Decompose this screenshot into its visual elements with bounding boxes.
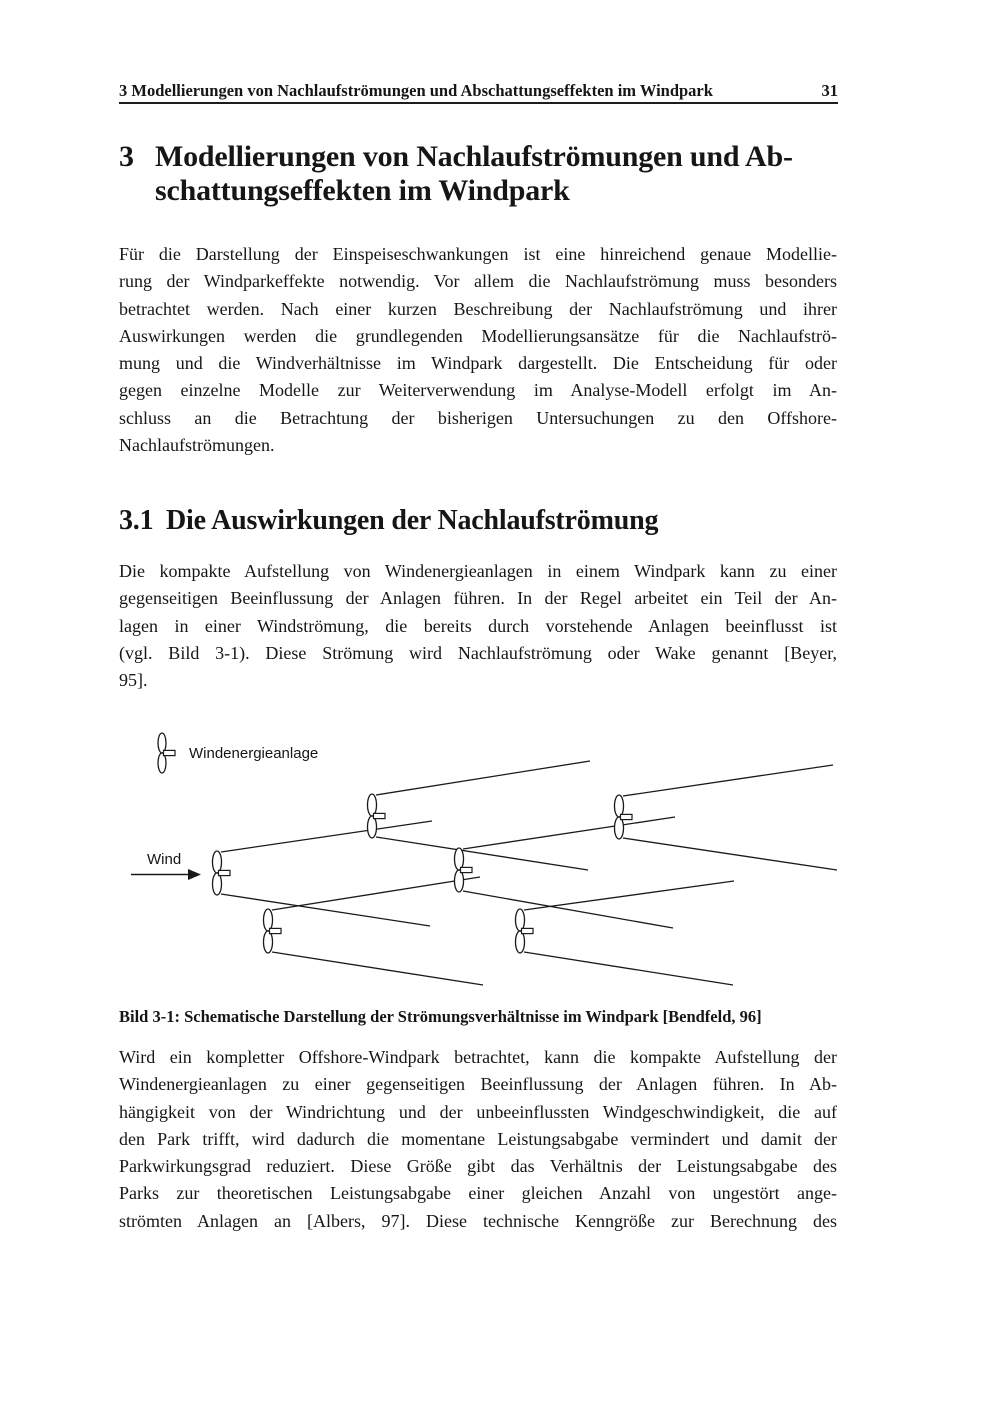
section-number: 3.1	[119, 505, 154, 536]
text-line: strömten Anlagen an [Albers, 97]. Diese technische Kenngröße zur Berechnung des	[119, 1210, 837, 1231]
turbine-rotor-blade	[368, 816, 377, 838]
turbine-hub	[164, 750, 176, 755]
turbine-rotor-blade	[264, 909, 273, 931]
turbine-rotor-blade	[213, 851, 222, 873]
wake-line	[524, 952, 733, 985]
wake-line	[623, 838, 837, 870]
wake-line	[221, 821, 432, 852]
turbine-rotor-blade	[615, 795, 624, 817]
chapter-number: 3	[119, 140, 134, 173]
wake-line	[272, 877, 480, 910]
paragraph-3	[119, 1044, 837, 1235]
wake-line	[463, 891, 673, 928]
text-line: Wird ein kompletter Offshore-Windpark betrachtet, kann die kompakte Aufstellung der	[119, 1047, 837, 1067]
turbine-rotor-blade	[516, 931, 525, 953]
running-header	[119, 81, 838, 100]
chapter-title-line2: schattungseffekten im Windpark	[155, 174, 570, 207]
chapter-heading	[119, 140, 838, 208]
text-line: Parks zur theoretischen Leistungsabgabe einer gleichen Anzahl von ungestört ange-	[119, 1183, 837, 1204]
chapter-title	[155, 140, 793, 208]
text-line: 95].	[119, 670, 148, 691]
turbine-hub	[374, 813, 386, 818]
header-rule	[119, 102, 838, 104]
turbine-rotor-blade	[158, 733, 166, 753]
text-line: Die kompakte Aufstellung von Windenergieanlagen in einem Windpark kann zu einer	[119, 561, 837, 581]
text-line: gegenseitigen Beeinflussung der Anlagen führen. In der Regel arbeitet ein Teil der An-	[119, 588, 837, 609]
wake-line	[221, 894, 430, 926]
section-heading	[119, 504, 838, 538]
page-number: 31	[821, 81, 838, 100]
turbine-rotor-blade	[455, 870, 464, 892]
text-line: hängigkeit von der Windrichtung und der unbeeinflussten Windgeschwindigkeit, die auf	[119, 1101, 837, 1122]
text-line: Parkwirkungsgrad reduziert. Diese Größe gibt das Verhältnis der Leistungsabgabe des	[119, 1156, 837, 1177]
figure-caption: Bild 3-1: Schematische Darstellung der Strömungsverhältnisse im Windpark [Bendfeld, 96]	[119, 1007, 762, 1026]
turbine-hub	[270, 928, 282, 933]
text-line: (vgl. Bild 3-1). Diese Strömung wird Nachlaufströmung oder Wake genannt [Beyer,	[119, 642, 837, 663]
text-line: Windenergieanlagen zu einer gegenseitigen Beeinflussung der Anlagen führen. In Ab-	[119, 1074, 837, 1095]
text-line: mung und die Windverhältnisse im Windpark dargestellt. Die Entscheidung für oder	[119, 353, 837, 374]
section-title: Die Auswirkungen der Nachlaufströmung	[166, 505, 659, 536]
turbine-rotor-blade	[264, 931, 273, 953]
text-line: Auswirkungen werden die grundlegenden Modellierungsansätze für die Nachlaufströ-	[119, 325, 837, 346]
wake-line	[272, 952, 483, 985]
text-line: rung der Windparkeffekte notwendig. Vor allem die Nachlaufströmung muss besonders	[119, 271, 837, 292]
text-line: Für die Darstellung der Einspeiseschwankungen ist eine hinreichend genaue Modellie-	[119, 244, 837, 264]
wake-line	[463, 817, 675, 849]
running-header-title: 3 Modellierungen von Nachlaufströmungen und Abschattungseffekten im Windpark	[119, 81, 713, 100]
turbine-rotor-blade	[368, 794, 377, 816]
text-line: gegen einzelne Modelle zur Weiterverwendung im Analyse-Modell erfolgt im An-	[119, 380, 837, 401]
wake-line	[623, 765, 833, 796]
text-line: den Park trifft, wird dadurch die momentane Leistungsabgabe vermindert und damit der	[119, 1128, 837, 1149]
wake-line	[524, 881, 734, 910]
turbine-rotor-blade	[158, 753, 166, 773]
wind-arrow-head	[188, 869, 201, 880]
chapter-title-line1: Modellierungen von Nachlaufströmungen und Ab-	[155, 140, 793, 173]
text-line: Nachlaufströmungen.	[119, 435, 275, 456]
turbine-hub	[461, 867, 473, 872]
wake-line	[376, 761, 590, 795]
turbine-rotor-blade	[455, 848, 464, 870]
figure-wind-label: Wind	[147, 851, 182, 868]
wake-line	[376, 837, 588, 870]
turbine-hub	[522, 928, 534, 933]
turbine-rotor-blade	[615, 817, 624, 839]
turbine-hub	[219, 870, 231, 875]
turbine-hub	[621, 814, 633, 819]
turbine-rotor-blade	[516, 909, 525, 931]
figure-legend-label: Windenergieanlage	[189, 745, 319, 762]
paragraph-1	[119, 241, 837, 459]
turbine-rotor-blade	[213, 873, 222, 895]
text-line: lagen in einer Windströmung, die bereits durch vorstehende Anlagen beeinflusst ist	[119, 615, 837, 636]
paragraph-2	[119, 558, 837, 694]
text-line: schluss an die Betrachtung der bisherigen Untersuchungen zu den Offshore-	[119, 407, 837, 428]
text-line: betrachtet werden. Nach einer kurzen Beschreibung der Nachlaufströmung und ihrer	[119, 298, 837, 319]
